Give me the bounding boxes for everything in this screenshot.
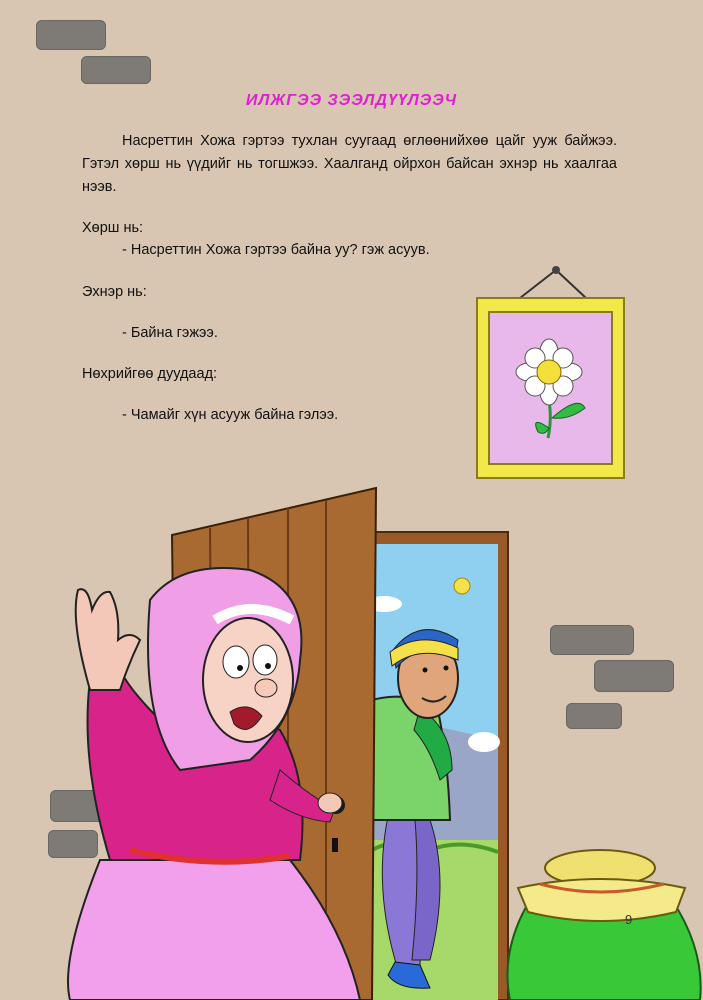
dialogue-line: Эхнэр нь: [82, 284, 147, 300]
story-paragraph: Насреттин Хожа гэртээ тухлан суугаад өглөөнийхөө цайг ууж байжээ. Гэтэл хөрш нь үүдийг нь тогшжээ. Хаалганд ойрхон байсан эхнэр нь хаалгаа нээв. [82, 133, 617, 195]
dialogue-line: - Насреттин Хожа гэртээ байна уу? гэж асуув. [122, 242, 430, 258]
green-pot [508, 850, 701, 1000]
dialogue-line: - Байна гэжээ. [122, 325, 218, 341]
framed-flower-picture [477, 266, 624, 478]
dialogue-line: - Чамайг хүн асууж байна гэлээ. [122, 407, 339, 423]
dialogue-line: Нөхрийгөө дуудаад: [82, 366, 218, 382]
page-number: 9 [625, 912, 633, 927]
dialogue-line: Хөрш нь: [82, 220, 144, 236]
story-title: ИЛЖГЭЭ ЗЭЭЛДҮҮЛЭЭЧ [245, 92, 458, 109]
